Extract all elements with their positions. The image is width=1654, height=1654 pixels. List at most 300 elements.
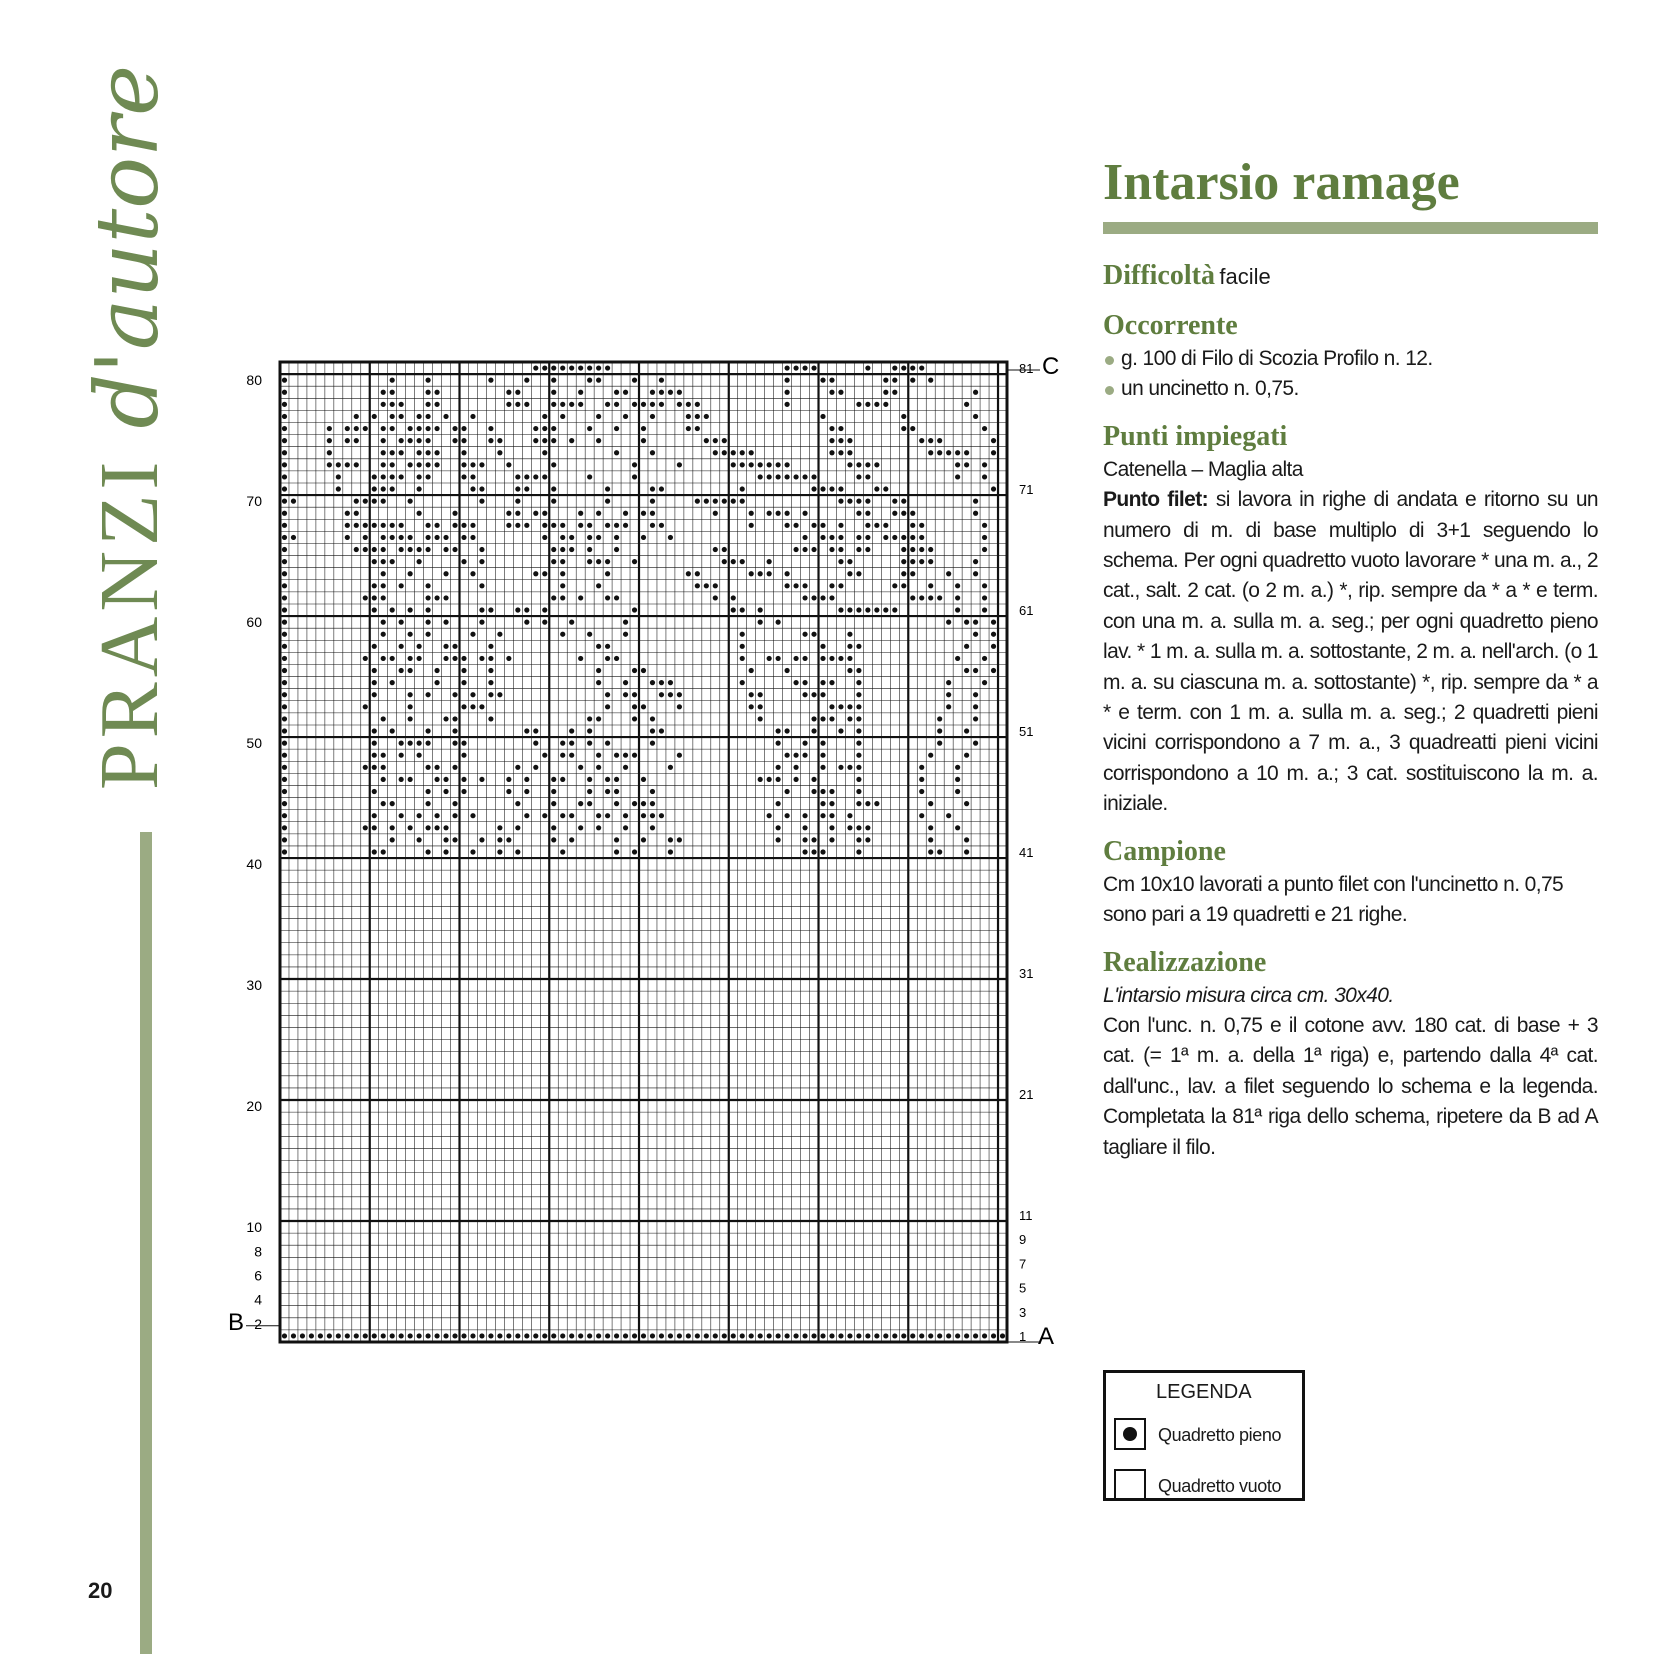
filled-square-dot	[919, 438, 924, 443]
filled-square-dot	[282, 571, 287, 576]
filled-square-dot	[749, 704, 754, 709]
filled-square-dot	[838, 728, 843, 733]
filled-square-dot	[363, 704, 368, 709]
filled-square-dot	[381, 1333, 386, 1338]
occorrente-section	[1103, 308, 1598, 405]
filled-square-dot	[560, 523, 565, 528]
filled-square-dot	[910, 1333, 915, 1338]
filled-square-dot	[461, 1333, 466, 1338]
filled-square-dot	[461, 753, 466, 758]
filled-square-dot	[587, 789, 592, 794]
filled-square-dot	[542, 753, 547, 758]
filled-square-dot	[417, 474, 422, 479]
filled-square-dot	[973, 499, 978, 504]
filled-square-dot	[515, 499, 520, 504]
filled-square-dot	[587, 716, 592, 721]
filled-square-dot	[425, 426, 430, 431]
filled-square-dot	[524, 486, 529, 491]
filled-square-dot	[578, 402, 583, 407]
filled-square-dot	[479, 656, 484, 661]
filled-square-dot	[425, 741, 430, 746]
filled-square-dot	[749, 462, 754, 467]
filled-square-dot	[470, 813, 475, 818]
filled-square-dot	[479, 499, 484, 504]
campione-section	[1103, 834, 1598, 931]
filled-square-dot	[838, 1333, 843, 1338]
filled-square-dot	[785, 789, 790, 794]
filled-square-dot	[560, 777, 565, 782]
filled-square-dot	[408, 716, 413, 721]
punti-heading: Punti impiegati	[1103, 420, 1288, 452]
filled-square-dot	[381, 438, 386, 443]
filled-square-dot	[524, 777, 529, 782]
filled-square-dot	[461, 559, 466, 564]
filled-square-dot	[829, 378, 834, 383]
filled-square-dot	[434, 450, 439, 455]
filled-square-dot	[452, 716, 457, 721]
filled-square-dot	[381, 559, 386, 564]
filled-square-dot	[524, 402, 529, 407]
filled-square-dot	[991, 486, 996, 491]
filled-square-dot	[488, 656, 493, 661]
filled-square-dot	[399, 402, 404, 407]
filled-square-dot	[632, 474, 637, 479]
filled-square-dot	[542, 523, 547, 528]
filled-square-dot	[587, 801, 592, 806]
filled-square-dot	[551, 559, 556, 564]
filled-square-dot	[596, 813, 601, 818]
filled-square-dot	[408, 692, 413, 697]
filled-square-dot	[587, 365, 592, 370]
filled-square-dot	[982, 462, 987, 467]
filled-square-dot	[497, 692, 502, 697]
filled-square-dot	[641, 402, 646, 407]
filled-square-dot	[749, 1333, 754, 1338]
filled-square-dot	[767, 571, 772, 576]
filled-square-dot	[524, 474, 529, 479]
filled-square-dot	[434, 523, 439, 528]
filled-square-dot	[856, 402, 861, 407]
filled-square-dot	[865, 801, 870, 806]
filled-square-dot	[811, 595, 816, 600]
filled-square-dot	[434, 765, 439, 770]
filled-square-dot	[982, 583, 987, 588]
filled-square-dot	[515, 849, 520, 854]
filled-square-dot	[919, 595, 924, 600]
filled-square-dot	[587, 426, 592, 431]
filled-square-dot	[605, 789, 610, 794]
filled-square-dot	[399, 813, 404, 818]
filled-square-dot	[381, 390, 386, 395]
filled-square-dot	[686, 402, 691, 407]
filled-square-dot	[488, 426, 493, 431]
filled-square-dot	[345, 462, 350, 467]
filled-square-dot	[829, 486, 834, 491]
filled-square-dot	[695, 426, 700, 431]
filled-square-dot	[829, 801, 834, 806]
filled-square-dot	[892, 511, 897, 516]
filled-square-dot	[776, 741, 781, 746]
filled-square-dot	[282, 668, 287, 673]
filled-square-dot	[856, 849, 861, 854]
filled-square-dot	[973, 390, 978, 395]
filled-square-dot	[452, 728, 457, 733]
filled-square-dot	[928, 801, 933, 806]
filled-square-dot	[802, 547, 807, 552]
filled-square-dot	[560, 753, 565, 758]
filled-square-dot	[452, 801, 457, 806]
filled-square-dot	[928, 547, 933, 552]
corner-label-c: C	[1042, 353, 1060, 380]
filled-square-dot	[614, 450, 619, 455]
filled-square-dot	[515, 486, 520, 491]
filled-square-dot	[390, 825, 395, 830]
filled-square-dot	[937, 849, 942, 854]
filled-square-dot	[641, 426, 646, 431]
filled-square-dot	[946, 680, 951, 685]
filled-square-dot	[497, 632, 502, 637]
filled-square-dot	[793, 1333, 798, 1338]
filled-square-dot	[883, 1333, 888, 1338]
filled-square-dot	[542, 414, 547, 419]
filled-square-dot	[811, 1333, 816, 1338]
filled-square-dot	[434, 813, 439, 818]
filled-square-dot	[919, 765, 924, 770]
filled-square-dot	[847, 438, 852, 443]
filled-square-dot	[560, 1333, 565, 1338]
filled-square-dot	[461, 438, 466, 443]
filled-square-dot	[399, 547, 404, 552]
filled-square-dot	[991, 620, 996, 625]
filled-square-dot	[776, 462, 781, 467]
filled-square-dot	[632, 801, 637, 806]
filled-square-dot	[390, 728, 395, 733]
filled-square-dot	[533, 426, 538, 431]
filled-square-dot	[623, 692, 628, 697]
filled-square-dot	[928, 825, 933, 830]
row-number-right: 31	[1019, 965, 1034, 981]
filled-square-dot	[829, 547, 834, 552]
filled-square-dot	[820, 535, 825, 540]
filled-square-dot	[901, 1333, 906, 1338]
filled-square-dot	[596, 668, 601, 673]
filled-square-dot	[856, 741, 861, 746]
filled-square-dot	[282, 1333, 287, 1338]
row-number-left: 6	[254, 1267, 262, 1284]
filled-square-dot	[363, 656, 368, 661]
filled-square-dot	[883, 378, 888, 383]
filled-square-dot	[282, 438, 287, 443]
filled-square-dot	[372, 607, 377, 612]
filled-square-dot	[623, 511, 628, 516]
row-number-right: 1	[1019, 1328, 1027, 1344]
filled-square-dot	[524, 813, 529, 818]
filled-square-dot	[802, 583, 807, 588]
filled-square-dot	[390, 450, 395, 455]
filled-square-dot	[856, 1333, 861, 1338]
filled-square-dot	[758, 571, 763, 576]
filled-square-dot	[399, 583, 404, 588]
filled-square-dot	[677, 704, 682, 709]
filled-square-dot	[641, 801, 646, 806]
filled-square-dot	[668, 535, 673, 540]
filled-square-dot	[372, 1333, 377, 1338]
page-number: 20	[88, 1578, 113, 1603]
filled-square-dot	[596, 825, 601, 830]
filled-square-dot	[991, 1333, 996, 1338]
filled-square-dot	[578, 595, 583, 600]
filled-square-dot	[776, 801, 781, 806]
filled-square-dot	[677, 462, 682, 467]
filled-square-dot	[417, 426, 422, 431]
filled-square-dot	[363, 535, 368, 540]
side-title-italic: d'autore	[78, 64, 178, 429]
filled-square-dot	[470, 535, 475, 540]
filled-square-dot	[381, 716, 386, 721]
title-rule	[1103, 222, 1598, 234]
filled-square-dot	[838, 547, 843, 552]
filled-square-dot	[793, 547, 798, 552]
filled-square-dot	[515, 511, 520, 516]
filled-square-dot	[354, 511, 359, 516]
filled-square-dot	[659, 486, 664, 491]
filled-square-dot	[587, 741, 592, 746]
filled-square-dot	[282, 837, 287, 842]
filled-square-dot	[964, 837, 969, 842]
filled-square-dot	[973, 632, 978, 637]
filled-square-dot	[434, 595, 439, 600]
filled-square-dot	[910, 365, 915, 370]
filled-square-dot	[605, 1333, 610, 1338]
filled-square-dot	[596, 378, 601, 383]
filled-square-dot	[363, 765, 368, 770]
filled-square-dot	[470, 849, 475, 854]
filled-square-dot	[605, 365, 610, 370]
filled-square-dot	[282, 450, 287, 455]
filled-square-dot	[811, 632, 816, 637]
filled-square-dot	[417, 1333, 422, 1338]
filled-square-dot	[874, 523, 879, 528]
filled-square-dot	[614, 535, 619, 540]
filled-square-dot	[282, 523, 287, 528]
filled-square-dot	[399, 450, 404, 455]
filled-square-dot	[282, 813, 287, 818]
filled-square-dot	[461, 426, 466, 431]
filled-square-dot	[955, 607, 960, 612]
filled-square-dot	[793, 680, 798, 685]
filled-square-dot	[282, 559, 287, 564]
filled-square-dot	[291, 1333, 296, 1338]
filled-square-dot	[542, 813, 547, 818]
filled-square-dot	[425, 438, 430, 443]
filled-square-dot	[515, 607, 520, 612]
filled-square-dot	[381, 486, 386, 491]
filled-square-dot	[372, 765, 377, 770]
filled-square-dot	[372, 668, 377, 673]
row-number-left: 50	[246, 735, 262, 752]
filled-square-dot	[569, 1333, 574, 1338]
filled-square-dot	[596, 680, 601, 685]
filled-square-dot	[596, 716, 601, 721]
filled-square-dot	[282, 499, 287, 504]
filled-square-dot	[336, 462, 341, 467]
filled-square-dot	[282, 741, 287, 746]
filled-square-dot	[955, 656, 960, 661]
legend-full-square-icon	[1114, 1418, 1146, 1450]
filled-square-dot	[399, 668, 404, 673]
side-title-caps: PRANZI	[83, 456, 176, 790]
filled-square-dot	[955, 583, 960, 588]
filled-square-dot	[820, 753, 825, 758]
filled-square-dot	[785, 813, 790, 818]
filled-square-dot	[865, 462, 870, 467]
filled-square-dot	[551, 777, 556, 782]
filled-square-dot	[461, 777, 466, 782]
filled-square-dot	[928, 450, 933, 455]
filled-square-dot	[650, 680, 655, 685]
filled-square-dot	[847, 656, 852, 661]
filled-square-dot	[650, 825, 655, 830]
row-number-right: 11	[1019, 1207, 1033, 1223]
filled-square-dot	[919, 777, 924, 782]
filled-square-dot	[596, 583, 601, 588]
filled-square-dot	[443, 825, 448, 830]
filled-square-dot	[551, 499, 556, 504]
filled-square-dot	[488, 716, 493, 721]
filled-square-dot	[488, 378, 493, 383]
filled-square-dot	[731, 595, 736, 600]
filled-square-dot	[811, 486, 816, 491]
filled-square-dot	[820, 644, 825, 649]
filled-square-dot	[327, 438, 332, 443]
filled-square-dot	[542, 571, 547, 576]
filled-square-dot	[560, 414, 565, 419]
filled-square-dot	[677, 753, 682, 758]
filled-square-dot	[372, 486, 377, 491]
filled-square-dot	[892, 607, 897, 612]
filled-square-dot	[569, 741, 574, 746]
filled-square-dot	[811, 716, 816, 721]
filled-square-dot	[434, 825, 439, 830]
filled-square-dot	[650, 523, 655, 528]
filled-square-dot	[470, 632, 475, 637]
filled-square-dot	[847, 644, 852, 649]
filled-square-dot	[785, 668, 790, 673]
filled-square-dot	[955, 462, 960, 467]
filled-square-dot	[973, 620, 978, 625]
filled-square-dot	[605, 499, 610, 504]
filled-square-dot	[425, 728, 430, 733]
filled-square-dot	[381, 656, 386, 661]
filled-square-dot	[282, 704, 287, 709]
filled-square-dot	[390, 474, 395, 479]
filled-square-dot	[856, 644, 861, 649]
filled-square-dot	[372, 849, 377, 854]
filled-square-dot	[856, 571, 861, 576]
filled-square-dot	[282, 486, 287, 491]
filled-square-dot	[641, 813, 646, 818]
filled-square-dot	[659, 692, 664, 697]
filled-square-dot	[488, 1333, 493, 1338]
filled-square-dot	[515, 765, 520, 770]
filled-square-dot	[650, 402, 655, 407]
filled-square-dot	[632, 692, 637, 697]
filled-square-dot	[776, 837, 781, 842]
filled-square-dot	[363, 547, 368, 552]
filled-square-dot	[390, 837, 395, 842]
filled-square-dot	[686, 571, 691, 576]
filled-square-dot	[372, 583, 377, 588]
filled-square-dot	[452, 813, 457, 818]
filled-square-dot	[650, 499, 655, 504]
filled-square-dot	[327, 450, 332, 455]
filled-square-dot	[785, 390, 790, 395]
filled-square-dot	[838, 535, 843, 540]
filled-square-dot	[991, 668, 996, 673]
chart-frame	[280, 362, 1007, 1342]
filled-square-dot	[497, 837, 502, 842]
filled-square-dot	[569, 620, 574, 625]
filled-square-dot	[946, 813, 951, 818]
filled-square-dot	[282, 644, 287, 649]
filled-square-dot	[461, 462, 466, 467]
filled-square-dot	[901, 426, 906, 431]
filled-square-dot	[937, 438, 942, 443]
filled-square-dot	[282, 583, 287, 588]
filled-square-dot	[381, 535, 386, 540]
filled-square-dot	[650, 728, 655, 733]
filled-square-dot	[641, 1333, 646, 1338]
filet-text: si lavora in righe di andata e ritorno su un numero di m. di base multiplo di 3+1 seguendo lo schema. Per ogni quadretto vuoto lavorare * una m. a., 2 cat., salt. 2 cat. (o 2 m. a.) *, rip. sempre da * a * e term. con una m. a. sulla m. a. seg.; per ogni quadretto pieno lav. * 1 m. a. sulla m. a. sottostante, 2 m. a. nell'arch. (o 1 m. a. su ciascuna m. a. sottostante) *, rip. sempre da * a * e term. con 1 m. a. sulla m. a. seg.; 2 quadretti pieni vicini corrispondono a 7 m. a., 3 quadreatti pieni vicini corrispondono a 10 m. a.; 3 cat. sostituiscono la m. a. iniziale.	[1103, 488, 1598, 816]
filled-square-dot	[363, 1333, 368, 1338]
filled-square-dot	[470, 414, 475, 419]
filled-square-dot	[390, 535, 395, 540]
filled-square-dot	[991, 438, 996, 443]
occorrente-item: un uncinetto n. 0,75.	[1103, 374, 1598, 404]
filled-square-dot	[605, 692, 610, 697]
filled-square-dot	[408, 1333, 413, 1338]
filled-square-dot	[390, 414, 395, 419]
filled-square-dot	[982, 547, 987, 552]
filled-square-dot	[659, 523, 664, 528]
filled-square-dot	[605, 595, 610, 600]
filled-square-dot	[282, 656, 287, 661]
filled-square-dot	[596, 414, 601, 419]
filled-square-dot	[372, 559, 377, 564]
filled-square-dot	[623, 620, 628, 625]
filled-square-dot	[434, 680, 439, 685]
filled-square-dot	[381, 571, 386, 576]
filled-square-dot	[417, 741, 422, 746]
filled-square-dot	[408, 632, 413, 637]
filled-square-dot	[452, 523, 457, 528]
filled-square-dot	[425, 402, 430, 407]
filled-square-dot	[434, 777, 439, 782]
row-number-left: 20	[246, 1098, 262, 1115]
filled-square-dot	[865, 402, 870, 407]
filled-square-dot	[776, 620, 781, 625]
filled-square-dot	[614, 426, 619, 431]
legend-empty-square-icon	[1114, 1469, 1146, 1501]
filled-square-dot	[551, 365, 556, 370]
filled-square-dot	[955, 474, 960, 479]
filled-square-dot	[740, 462, 745, 467]
filled-square-dot	[399, 523, 404, 528]
filled-square-dot	[524, 607, 529, 612]
filled-square-dot	[767, 474, 772, 479]
filled-square-dot	[758, 704, 763, 709]
filled-square-dot	[668, 680, 673, 685]
